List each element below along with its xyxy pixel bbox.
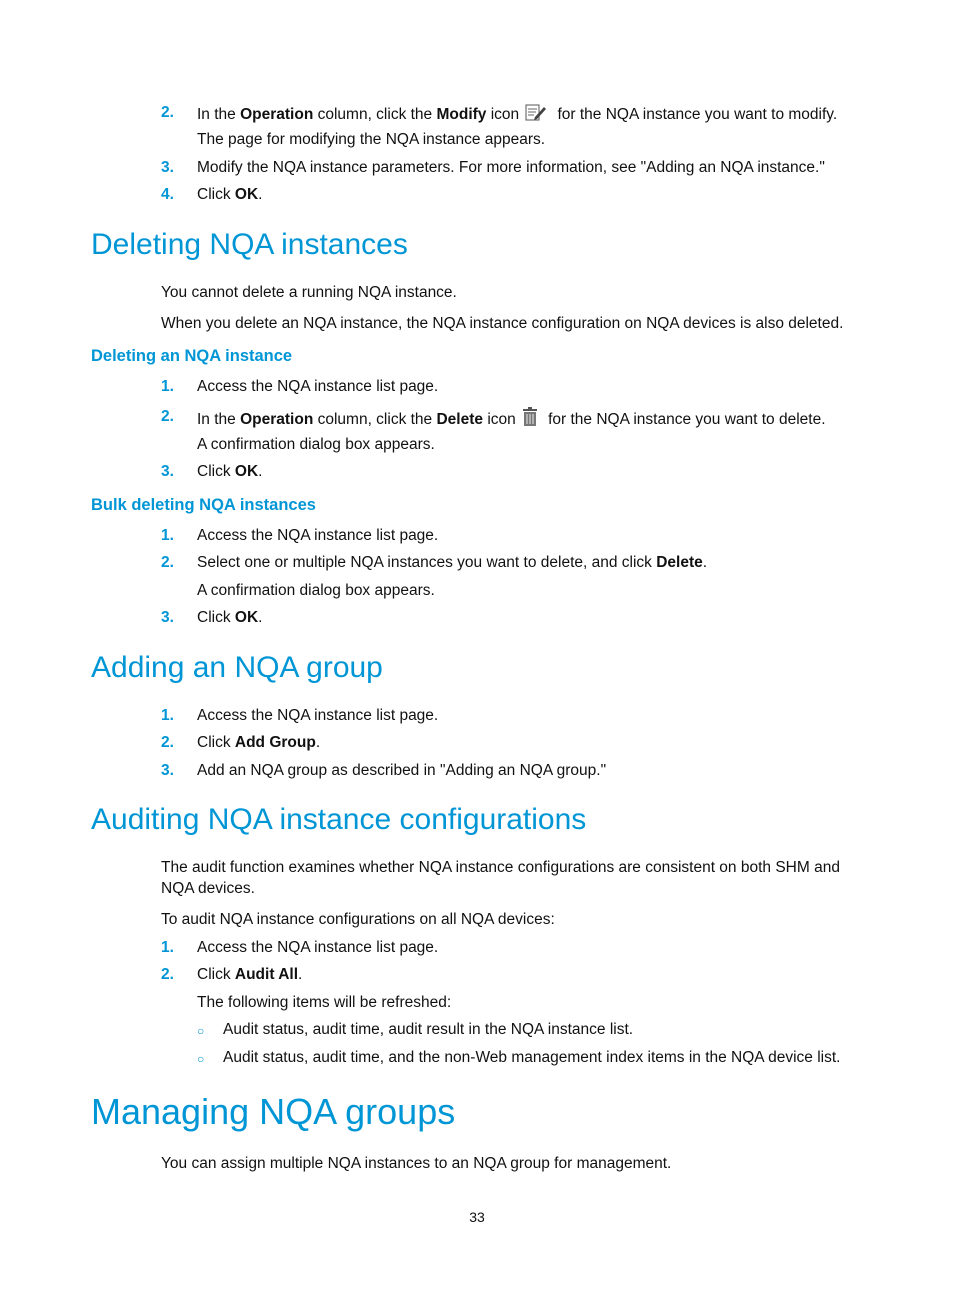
step-text: Click OK. [197, 463, 263, 480]
step-note: A confirmation dialog box appears. [197, 436, 435, 453]
paragraph: You cannot delete a running NQA instance. [161, 284, 457, 301]
step-text: In the Operation column, click the Modify icon for the NQA instance you want to modify. [197, 103, 837, 127]
step-note: The following items will be refreshed: [197, 994, 452, 1011]
trash-icon [522, 407, 538, 433]
bullet-icon: ○ [197, 1052, 205, 1066]
step-text: Click Add Group. [197, 734, 321, 751]
step-number: 2. [161, 554, 174, 571]
step-text: Select one or multiple NQA instances you want to delete, and click Delete. [197, 554, 708, 571]
bullet-text: Audit status, audit time, audit result in the NQA instance list. [223, 1021, 634, 1038]
step-number: 2. [161, 408, 174, 425]
bullet-icon: ○ [197, 1024, 205, 1038]
step-text: Modify the NQA instance parameters. For more information, see "Adding an NQA instance." [197, 159, 825, 176]
step-text: Access the NQA instance list page. [197, 707, 439, 724]
step-text: In the Operation column, click the Delete icon for the NQA instance you want to delete. [197, 407, 826, 433]
step-text: Access the NQA instance list page. [197, 378, 439, 395]
step-text: Add an NQA group as described in "Adding an NQA group." [197, 762, 607, 779]
section-heading: Adding an NQA group [91, 651, 383, 684]
step-number: 2. [161, 734, 174, 751]
step-note: The page for modifying the NQA instance appears. [197, 131, 546, 148]
step-text: Access the NQA instance list page. [197, 527, 439, 544]
step-number: 4. [161, 186, 174, 203]
step-number: 1. [161, 939, 174, 956]
step-number: 3. [161, 463, 174, 480]
step-number: 3. [161, 609, 174, 626]
paragraph: When you delete an NQA instance, the NQA instance configuration on NQA devices is also deleted. [161, 315, 844, 332]
paragraph: NQA devices. [161, 880, 255, 897]
step-number: 1. [161, 527, 174, 544]
step-number: 2. [161, 104, 174, 121]
subsection-heading: Bulk deleting NQA instances [91, 496, 316, 514]
step-number: 1. [161, 378, 174, 395]
section-heading: Auditing NQA instance configurations [91, 803, 587, 836]
bullet-text: Audit status, audit time, and the non-Web management index items in the NQA device list. [223, 1049, 841, 1066]
subsection-heading: Deleting an NQA instance [91, 347, 293, 365]
step-number: 3. [161, 159, 174, 176]
section-heading: Deleting NQA instances [91, 228, 408, 261]
step-number: 2. [161, 966, 174, 983]
page-number: 33 [469, 1209, 485, 1225]
modify-icon [525, 103, 547, 127]
step-text: Click Audit All. [197, 966, 303, 983]
paragraph: You can assign multiple NQA instances to an NQA group for management. [161, 1155, 672, 1172]
paragraph: To audit NQA instance configurations on all NQA devices: [161, 911, 555, 928]
section-heading: Managing NQA groups [91, 1091, 456, 1132]
step-number: 3. [161, 762, 174, 779]
step-note: A confirmation dialog box appears. [197, 582, 435, 599]
paragraph: The audit function examines whether NQA instance configurations are consistent on both SHM and [161, 859, 840, 876]
step-text: Access the NQA instance list page. [197, 939, 439, 956]
step-number: 1. [161, 707, 174, 724]
step-text: Click OK. [197, 186, 263, 203]
step-text: Click OK. [197, 609, 263, 626]
